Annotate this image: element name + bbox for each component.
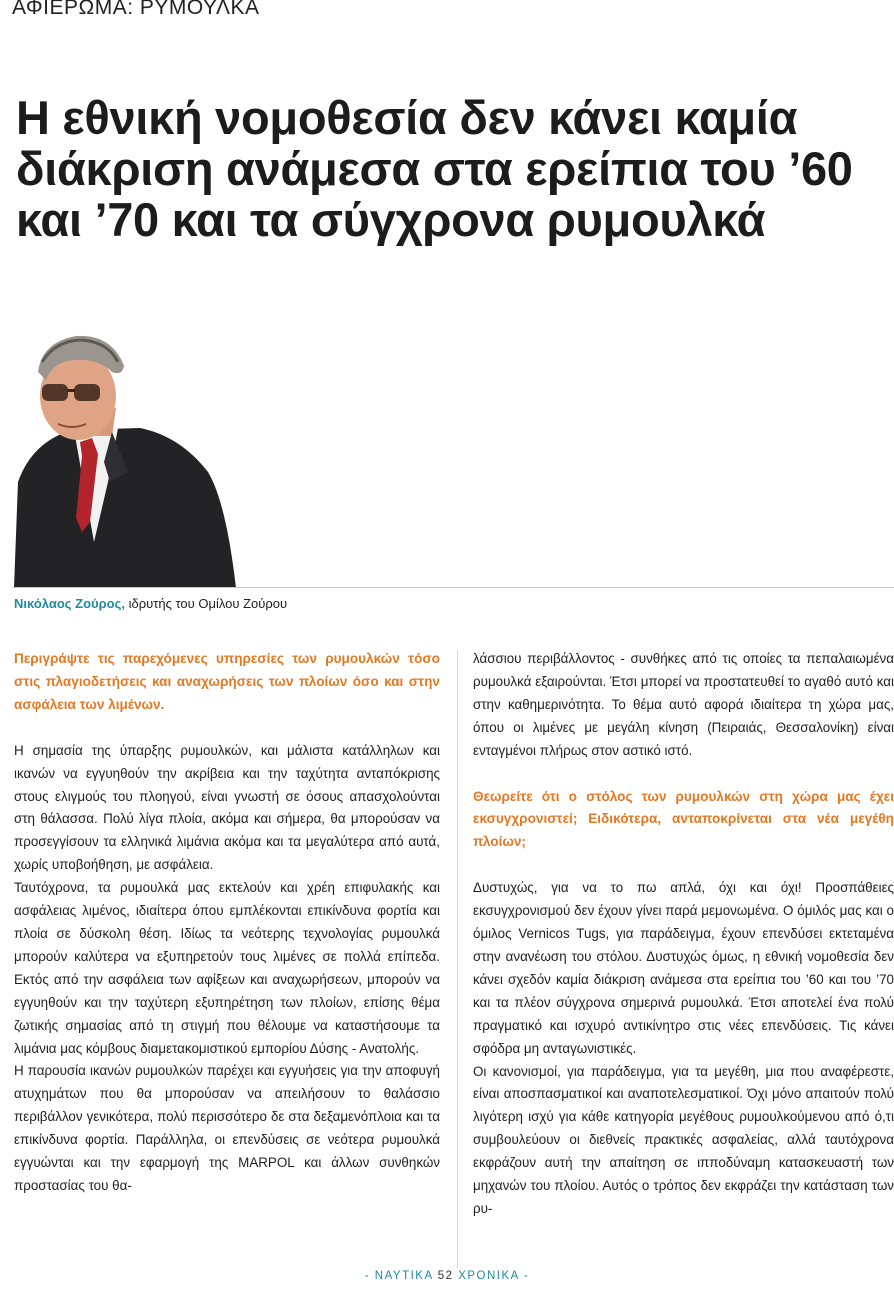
article-column-right	[473, 648, 894, 1221]
article-column-left	[14, 648, 440, 1198]
caption-name: Νικόλαος Ζούρος,	[14, 596, 125, 611]
page-footer	[0, 1270, 894, 1282]
answer-paragraph: Η σημασία της ύπαρξης ρυμουλκών, και μάλιστα κατάλληλων και ικανών να εγγυηθούν την ακρίβεια και την ταχύτητα ανταπόκρισης στους ελιγμούς του πλοηγού, είναι γνωστή σε όσους απασχολούνται στη θάλασσα. Πολύ λίγα πλοία, ακόμα και σήμερα, θα μπορούσαν να προσεγγίσουν τα ελληνικά λιμάνια ακόμα και τα μεγαλύτερα από αυτά, χωρίς υποβοήθηση, με ασφάλεια.	[14, 742, 440, 873]
caption-role: ιδρυτής του Ομίλου Ζούρου	[128, 596, 288, 611]
caption-divider	[12, 587, 894, 588]
answer-paragraph: λάσσιου περιβάλλοντος - συνθήκες από τις οποίες τα πεπαλαιωμένα ρυμουλκά εξαιρούνται. Έτσι μπορεί να προστατευθεί το αγαθό αυτό και στην καθημερινότητα. Το θέμα αυτό αφορά ιδιαίτερα τη χώρα μας, όπου οι λιμένες με μεγάλη κίνηση (Πειραιάς, Θεσσαλονίκη) είναι ενταγμένοι πλήρως στον αστικό ιστό.	[473, 651, 894, 758]
photo-caption	[14, 596, 287, 611]
answer-paragraph: Η παρουσία ικανών ρυμουλκών παρέχει και εγγυήσεις για την αποφυγή ατυχημάτων που θα μπορούσαν να απειλήσουν το θαλάσσιο περιβάλλον γενικότερα, πολύ περισσότερο δε στα δεξαμενόπλοια και τα επικίνδυνα φορτία. Παράλληλα, οι επενδύσεις σε νεότερα ρυμουλκά εγγυώνται και την εφαρμογή της MARPOL και άλλων συνθηκών προστασίας του θα-	[14, 1063, 440, 1193]
portrait-photo	[12, 332, 244, 588]
article-headline: Η εθνική νομοθεσία δεν κάνει καμία διάκριση ανάμεσα στα ερείπια του ’60 και ’70 και τα σύγχρονα ρυμουλκά	[16, 91, 853, 246]
footer-publication-left: - ΝΑΥΤΙΚΑ	[364, 1270, 433, 1282]
question-1: Περιγράψτε τις παρεχόμενες υπηρεσίες των ρυμουλκών τόσο στις πλαγιοδετήσεις και αναχωρήσεις των πλοίων όσο και στην ασφάλεια των λιμένων.	[14, 651, 440, 712]
answer-paragraph: Ταυτόχρονα, τα ρυμουλκά μας εκτελούν και χρέη επιφυλακής και ασφάλειας λιμένος, ιδιαίτερα όπου εμπλέκονται επικίνδυνα φορτία και πλοία σε δύσκολη θέση. Ιδίως τα νεότερης τεχνολογίας ρυμουλκά μπορούν καλύτερα να εξυπηρετούν τους λιμένες σε πολλά επίπεδα. Εκτός από την ασφάλεια των αφίξεων και αναχωρήσεων, μπορούν να εγγυηθούν και την ταχύτερη εξυπηρέτηση των πλοίων, επίσης θέμα ζωτικής σημασίας από τη στιγμή που θέλουμε να καταστήσουμε τα λιμάνια μας κόμβους διαμετακομιστικού εμπορίου Δύσης - Ανατολής.	[14, 880, 440, 1056]
section-label: ΑΦΙΕΡΩΜΑ: ΡΥΜΟΥΛΚΑ	[12, 0, 260, 19]
question-2: Θεωρείτε ότι ο στόλος των ρυμουλκών στη χώρα μας έχει εκσυγχρονιστεί; Ειδικότερα, ανταποκρίνεται στα νέα μεγέθη πλοίων;	[473, 788, 894, 850]
footer-publication-right: ΧΡΟΝΙΚΑ -	[458, 1270, 530, 1282]
column-divider	[457, 650, 458, 1268]
page-number: 52	[437, 1270, 454, 1282]
answer-paragraph: Οι κανονισμοί, για παράδειγμα, για τα μεγέθη, μια που αναφέρεστε, είναι αποσπασματικοί και αναποτελεσματικοί. Όχι μόνο απαιτούν πολύ λιγότερη ισχύ για κάθε κατηγορία μεγέθους ρυμουλκούμενου από ό,τι συμβουλεύουν οι διεθνείς πρακτικές ασφαλείας, αλλά ταυτόχρονα εκφράζουν αυτή την απαίτηση σε ιπποδύναμη κατασκευαστή των μηχανών του πλοίου. Αυτός ο τρόπος δεν εκφράζει την κατάσταση των ρυ-	[473, 1063, 894, 1216]
answer-paragraph: Δυστυχώς, για να το πω απλά, όχι και όχι! Προσπάθειες εκσυγχρονισμού δεν έχουν γίνει παρά μεμονωμένα. Ο όμιλός μας και ο όμιλος Vernicos Tugs, για παράδειγμα, έχουν επενδύσει εκτεταμένα στην ανανέωση του στόλου. Δυστυχώς όμως, η εθνική νομοθεσία δεν κάνει σχεδόν καμία διάκριση ανάμεσα στα ερείπια του ’60 και του ’70 και τα πλέον σύγχρονα σημερινά ρυμουλκά. Έτσι αποτελεί ένα πολύ πραγματικό και ισχυρό αντικίνητρο στις νέες επενδύσεις. Τις κάνει σφόδρα μη ανταγωνιστικές.	[473, 880, 894, 1056]
